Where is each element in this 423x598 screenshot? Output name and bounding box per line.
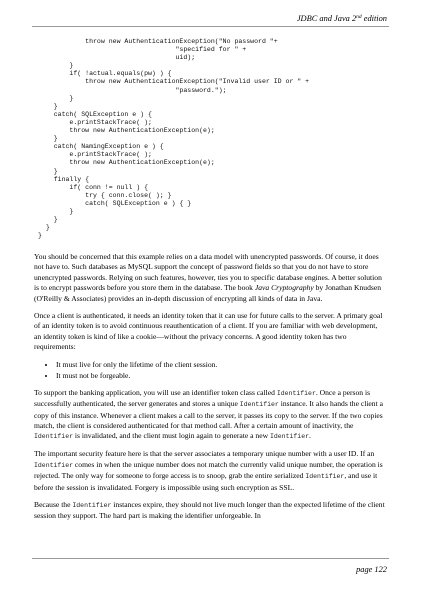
code-identifier: Identifier (269, 433, 309, 441)
code-line: throw new AuthenticationException("No password "+ (38, 38, 278, 45)
header-title-suffix: edition (361, 14, 387, 23)
code-line: } (38, 224, 50, 232)
code-line: uid); (38, 54, 196, 62)
code-line: } (38, 135, 58, 143)
header-title-sup: nd (356, 14, 362, 20)
footer-divider (32, 558, 389, 559)
code-line: throw new AuthenticationException(e); (38, 127, 215, 135)
code-line: } (38, 62, 74, 70)
paragraph-identifier-class: To support the banking application, you will use an identifier token class called Identifier. Once a person is successfully authenticated, the server generates and stores a unique Identifier instance. It also hands the client a copy of this instance. Whenever a client makes a call to the server, it passes its copy to the server. If the two copies match, the client is considered authenticated for that method call. After a certain amount of inactivity, the Identifier is invalidated, and the client must login again to generate a new Identifier. (34, 387, 383, 441)
code-line: if( !actual.equals(pw) ) { (38, 70, 172, 78)
code-line: try { conn.close( ); } (38, 191, 172, 199)
code-identifier: Identifier (72, 501, 112, 509)
code-line: catch( NamingException e ) { (38, 143, 164, 151)
code-line: } (38, 216, 58, 224)
page-number: page 122 (356, 565, 387, 574)
code-line: e.printStackTrace( ); (38, 151, 152, 159)
code-line: } (38, 207, 74, 215)
code-identifier: Identifier (34, 461, 74, 469)
code-identifier: Identifier (276, 389, 316, 397)
code-line: catch( SQLException e ) { (38, 110, 152, 118)
running-header (297, 14, 387, 23)
header-divider (32, 26, 389, 27)
code-line: if( conn != null ) { (38, 183, 149, 191)
code-line: } (38, 167, 58, 175)
body-text (34, 252, 386, 528)
code-line: "specified for " + (38, 46, 247, 54)
code-listing (38, 38, 309, 240)
code-line: e.printStackTrace( ); (38, 118, 152, 126)
code-identifier: Identifier (34, 433, 74, 441)
code-line: } (38, 102, 58, 110)
paragraph-identity-token: Once a client is authenticated, it needs an identity token that it can use for future calls to the server. A primary goal of an identity token is to avoid continuous reauthentication of a client. If you are familiar with web development, an identity token is kind of like a cookie—without the privacy concerns. A good identity token has two requirements: (34, 310, 383, 352)
code-line: } (38, 232, 42, 240)
book-title: Java Cryptography (254, 283, 314, 293)
list-item: • It must not be forgeable. (56, 370, 386, 381)
code-line: finally { (38, 175, 90, 183)
code-identifier: Identifier (305, 473, 345, 481)
code-line: } (38, 94, 74, 102)
header-title-prefix: JDBC and Java 2 (296, 14, 357, 23)
paragraph-identifier-expiry: Because the Identifier instances expire, they should not live much longer than the expected lifetime of the client session they support. The hard part is making the identifier unforgeable. In (34, 499, 385, 520)
paragraph-security-feature: The important security feature here is that the server associates a temporary unique number with a user ID. If an Identifier comes in when the unique number does not match the currently valid unique number, the operation is rejected. The only way for someone to forge access is to snoop, grab the entire serialized Identifier, and use it before the session is invalidated. Forgery is impossible using such encryption as SSL. (34, 449, 383, 492)
list-item: • It must live for only the lifetime of the client session. (56, 359, 386, 370)
requirements-list (34, 359, 386, 381)
code-line: "password."); (38, 86, 227, 94)
code-line: throw new AuthenticationException("Invalid user ID or " + (38, 78, 310, 86)
code-identifier: Identifier (239, 401, 279, 409)
code-line: catch( SQLException e ) { } (38, 199, 192, 207)
code-line: throw new AuthenticationException(e); (38, 159, 215, 167)
paragraph-password-encryption: You should be concerned that this example relies on a data model with unencrypted passwords. Of course, it does not have to. Such databases as MySQL support the concept of password fields so that you do not have to store unencrypted passwords. Relying on such features, however, ties you to specific database engines. A better solution is to encrypt passwords before you store them in the database. The book Java Cryptography by Jonathan Knudsen (O'Reilly & Associates) provides an in-depth discussion of encrypting all kinds of data in Java. (34, 252, 382, 303)
